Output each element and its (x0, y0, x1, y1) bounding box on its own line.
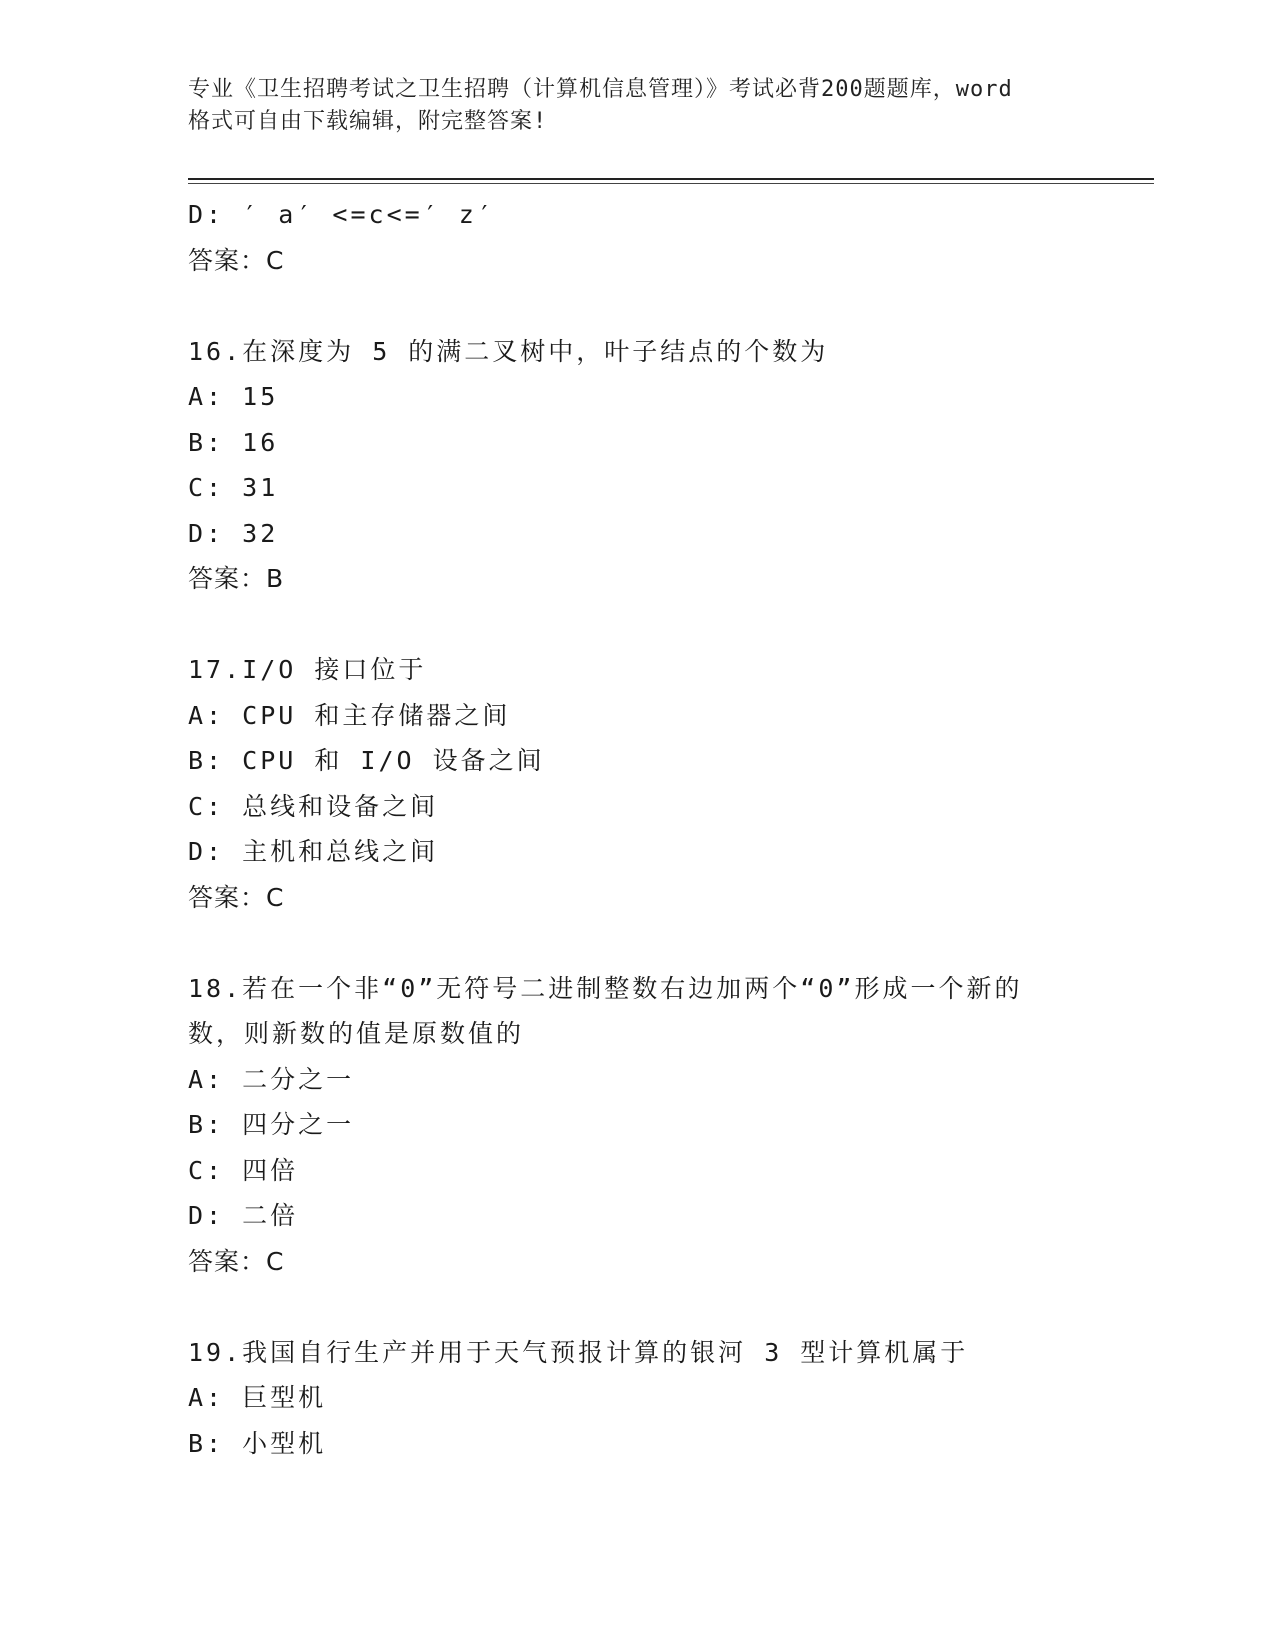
question-spacer (188, 283, 1108, 329)
option-d: D: 二倍 (188, 1201, 299, 1230)
header-line-1: 专业《卫生招聘考试之卫生招聘（计算机信息管理）》考试必背200题题库，word (188, 77, 1013, 102)
option-b: B: 四分之一 (188, 1110, 355, 1139)
option-c: C: 31 (188, 473, 279, 502)
question-spacer (188, 1284, 1108, 1330)
option-b: B: 小型机 (188, 1428, 327, 1458)
document-header (188, 74, 1108, 138)
question-17 (188, 647, 1108, 920)
question-18 (188, 966, 1108, 1285)
question-spacer (188, 920, 1108, 966)
question-stem: 17.I/O 接口位于 (188, 655, 427, 684)
answer-line: 答案：C (188, 245, 285, 275)
option-a: A: 巨型机 (188, 1383, 327, 1412)
question-stem: 16.在深度为 5 的满二叉树中，叶子结点的个数为 (188, 336, 829, 366)
option-a: A: CPU 和主存储器之间 (188, 700, 511, 730)
option-d: D: 32 (188, 518, 279, 548)
header-line-2: 格式可自由下载编辑，附完整答案! (188, 109, 548, 134)
option-b: B: CPU 和 I/O 设备之间 (188, 746, 545, 775)
question-16 (188, 329, 1108, 602)
question-spacer (188, 602, 1108, 648)
answer-line: 答案：C (188, 1246, 285, 1276)
question-19 (188, 1330, 1108, 1467)
option-d: D: 主机和总线之间 (188, 837, 439, 866)
header-divider-thick (188, 178, 1154, 180)
option-b: B: 16 (188, 427, 279, 457)
question-stem-continued: 数，则新数的值是原数值的 (188, 1019, 525, 1048)
option-d: D: ′ a′ <=c<=′ z′ (188, 200, 495, 229)
option-c: C: 四倍 (188, 1155, 299, 1185)
question-stem: 18.若在一个非“0”无符号二进制整数右边加两个“0”形成一个新的 (188, 973, 1023, 1003)
header-divider-thin (188, 183, 1154, 184)
question-15-tail (188, 192, 1108, 283)
option-c: C: 总线和设备之间 (188, 791, 439, 821)
question-stem: 19.我国自行生产并用于天气预报计算的银河 3 型计算机属于 (188, 1337, 969, 1367)
question-list (188, 192, 1108, 1466)
answer-line: 答案：B (188, 564, 285, 593)
option-a: A: 二分之一 (188, 1064, 355, 1094)
answer-line: 答案：C (188, 882, 285, 912)
option-a: A: 15 (188, 382, 279, 411)
